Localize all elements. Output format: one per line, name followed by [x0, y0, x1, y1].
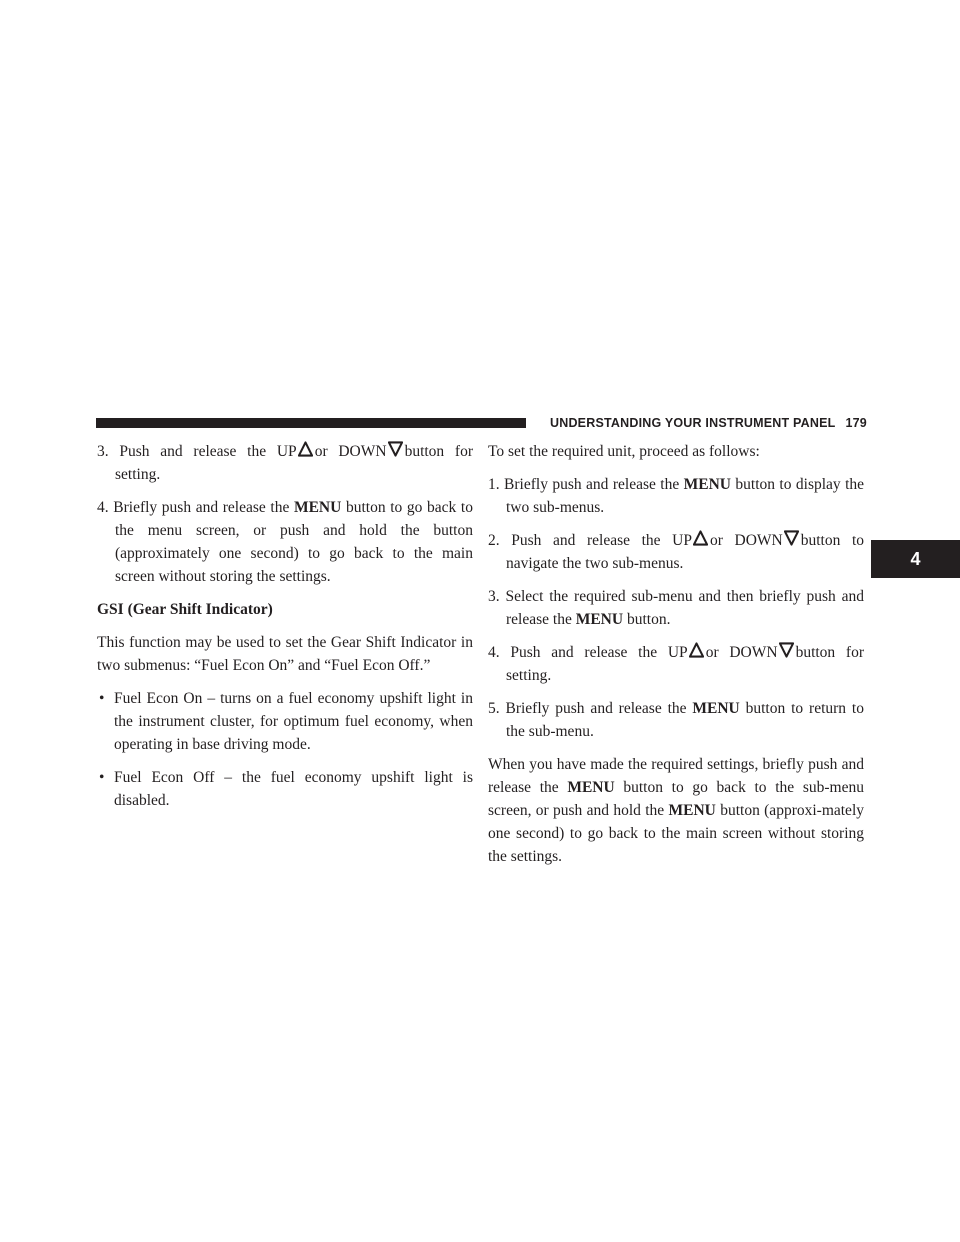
- step-text: Briefly push and release the: [113, 499, 294, 516]
- running-header: [550, 416, 867, 430]
- right-step-2: [488, 529, 864, 575]
- section-intro: This function may be used to set the Gear Shift Indicator in two submenus: “Fuel Econ On” and “Fuel Econ Off.”: [97, 634, 473, 674]
- step-text: or DOWN: [314, 443, 387, 460]
- step-text: Briefly push and release the: [505, 700, 693, 717]
- step-text: button to navigate the two sub-menus.: [506, 532, 864, 572]
- right-step-4: [488, 641, 864, 687]
- section-heading: GSI (Gear Shift Indicator): [97, 601, 273, 618]
- page-number: 179: [845, 416, 867, 430]
- up-arrow-icon: [298, 441, 313, 457]
- bullet-symbol: •: [99, 690, 105, 707]
- step-text: Select the required sub-menu and then briefly push and release the: [505, 588, 865, 628]
- step-text: or DOWN: [705, 644, 778, 661]
- step-text: button to return to the sub-menu.: [506, 700, 864, 740]
- header-title: UNDERSTANDING YOUR INSTRUMENT PANEL: [550, 416, 836, 430]
- step-number: 4.: [97, 499, 109, 516]
- menu-keyword: MENU: [692, 700, 740, 717]
- menu-keyword: MENU: [668, 802, 716, 819]
- step-text: button to go back to the menu screen, or push and hold the button (approximately one second) to go back to the main screen without storing the settings.: [115, 499, 473, 585]
- step-text: Push and release the UP: [510, 644, 688, 661]
- down-arrow-icon: [779, 642, 794, 658]
- right-step-1: [488, 473, 864, 519]
- menu-keyword: MENU: [683, 476, 731, 493]
- left-step-3: [97, 440, 473, 486]
- step-text: button for setting.: [115, 443, 473, 483]
- header-bar: [96, 418, 526, 428]
- up-arrow-icon: [689, 642, 704, 658]
- bullet-symbol: •: [99, 769, 105, 786]
- menu-keyword: MENU: [567, 779, 615, 796]
- step-text: Push and release the UP: [511, 532, 692, 549]
- bullet-text: Fuel Econ Off – the fuel economy upshift light is disabled.: [114, 769, 473, 809]
- step-text: button.: [623, 611, 671, 628]
- step-text: Push and release the UP: [119, 443, 297, 460]
- bullet-item: [97, 766, 473, 812]
- procedure-intro: To set the required unit, proceed as follows:: [488, 443, 760, 460]
- menu-keyword: MENU: [293, 499, 342, 516]
- right-column: [488, 440, 864, 878]
- left-step-4: [97, 496, 473, 588]
- step-number: 3.: [488, 588, 500, 605]
- step-text: or DOWN: [709, 532, 783, 549]
- right-step-5: [488, 697, 864, 743]
- step-number: 3.: [97, 443, 109, 460]
- closing-paragraph: [488, 753, 864, 868]
- step-number: 5.: [488, 700, 500, 717]
- closing-text: When you have made the required settings, briefly push and release the: [488, 756, 864, 796]
- down-arrow-icon: [388, 441, 403, 457]
- step-text: Briefly push and release the: [504, 476, 684, 493]
- chapter-tab: 4: [871, 540, 960, 578]
- step-text: button for setting.: [506, 644, 864, 684]
- up-arrow-icon: [693, 530, 708, 546]
- closing-text: button to go back to the sub-menu screen, or push and hold the: [488, 779, 864, 819]
- menu-keyword: MENU: [575, 611, 624, 628]
- down-arrow-icon: [784, 530, 799, 546]
- bullet-text: Fuel Econ On – turns on a fuel economy upshift light in the instrument cluster, for optimum fuel economy, when operating in base driving mode.: [114, 690, 473, 753]
- step-number: 4.: [488, 644, 500, 661]
- step-number: 2.: [488, 532, 500, 549]
- closing-text: button (approxi-mately one second) to go back to the main screen without storing the settings.: [488, 802, 864, 865]
- bullet-item: [97, 687, 473, 756]
- step-text: button to display the two sub-menus.: [506, 476, 865, 516]
- step-number: 1.: [488, 476, 500, 493]
- left-column: [97, 440, 473, 822]
- right-step-3: [488, 585, 864, 631]
